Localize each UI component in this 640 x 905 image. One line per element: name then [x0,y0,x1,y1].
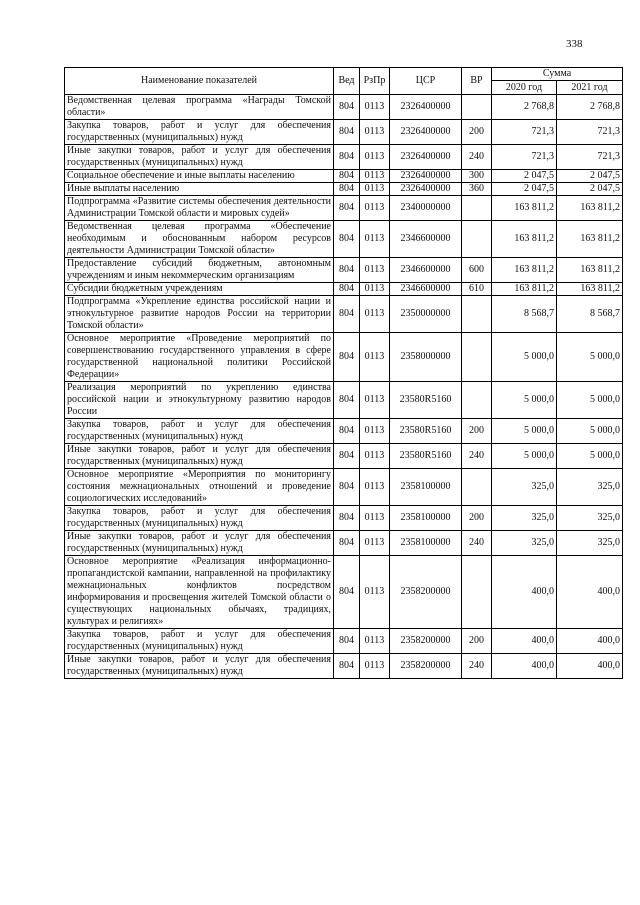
table-row [65,283,623,296]
row-csr: 2358100000 [390,531,462,556]
row-ved: 804 [334,95,360,120]
row-sum-2020: 721,3 [492,120,557,145]
row-vr [462,556,492,629]
row-vr: 610 [462,283,492,296]
row-ved: 804 [334,296,360,333]
row-ved: 804 [334,444,360,469]
table-row [65,196,623,221]
row-csr: 2326400000 [390,145,462,170]
row-name: Ведомственная целевая программа «Награды Томской области» [65,95,334,120]
row-rzpr: 0113 [360,258,390,283]
row-sum-2021: 5 000,0 [557,419,623,444]
row-vr: 600 [462,258,492,283]
row-sum-2021: 721,3 [557,120,623,145]
row-name: Закупка товаров, работ и услуг для обеспечения государственных (муниципальных) нужд [65,120,334,145]
row-name: Основное мероприятие «Мероприятия по мониторингу состояния межнациональных отношений и проведение социологических исследований» [65,469,334,506]
row-sum-2020: 5 000,0 [492,333,557,382]
row-sum-2020: 2 047,5 [492,170,557,183]
row-vr [462,95,492,120]
table-row [65,145,623,170]
table-row [65,95,623,120]
row-sum-2021: 2 047,5 [557,170,623,183]
row-ved: 804 [334,170,360,183]
row-name: Закупка товаров, работ и услуг для обеспечения государственных (муниципальных) нужд [65,419,334,444]
table-row [65,629,623,654]
row-sum-2021: 325,0 [557,506,623,531]
row-name: Иные выплаты населению [65,183,334,196]
table-row [65,419,623,444]
row-rzpr: 0113 [360,183,390,196]
row-rzpr: 0113 [360,120,390,145]
row-rzpr: 0113 [360,419,390,444]
row-rzpr: 0113 [360,283,390,296]
page-number: 338 [566,38,583,50]
row-csr: 2346600000 [390,283,462,296]
row-sum-2020: 5 000,0 [492,382,557,419]
row-csr: 2358200000 [390,654,462,679]
row-rzpr: 0113 [360,654,390,679]
row-sum-2020: 400,0 [492,556,557,629]
row-vr: 360 [462,183,492,196]
row-ved: 804 [334,556,360,629]
header-rzpr: РзПр [360,68,390,95]
row-sum-2020: 325,0 [492,469,557,506]
table-row [65,183,623,196]
row-vr [462,196,492,221]
row-ved: 804 [334,419,360,444]
table-row [65,444,623,469]
row-sum-2021: 721,3 [557,145,623,170]
row-sum-2021: 163 811,2 [557,196,623,221]
row-ved: 804 [334,283,360,296]
row-csr: 2326400000 [390,183,462,196]
row-sum-2020: 325,0 [492,531,557,556]
row-name: Иные закупки товаров, работ и услуг для обеспечения государственных (муниципальных) нужд [65,531,334,556]
row-ved: 804 [334,654,360,679]
row-sum-2020: 163 811,2 [492,258,557,283]
row-csr: 2340000000 [390,196,462,221]
row-sum-2020: 400,0 [492,629,557,654]
table-row [65,469,623,506]
table-row [65,333,623,382]
row-csr: 23580R5160 [390,382,462,419]
row-sum-2020: 8 568,7 [492,296,557,333]
row-ved: 804 [334,183,360,196]
row-rzpr: 0113 [360,531,390,556]
row-vr: 200 [462,120,492,145]
row-vr: 300 [462,170,492,183]
row-ved: 804 [334,382,360,419]
row-sum-2020: 400,0 [492,654,557,679]
row-ved: 804 [334,258,360,283]
row-name: Предоставление субсидий бюджетным, автономным учреждениям и иным некоммерческим организациям [65,258,334,283]
row-ved: 804 [334,333,360,382]
row-ved: 804 [334,629,360,654]
header-csr: ЦСР [390,68,462,95]
table-row [65,654,623,679]
row-vr: 240 [462,145,492,170]
row-name: Подпрограмма «Укрепление единства российской нации и этнокультурное развитие народов России на территории Томской области» [65,296,334,333]
row-vr [462,221,492,258]
header-name: Наименование показателей [65,68,334,95]
row-sum-2021: 163 811,2 [557,283,623,296]
budget-table [64,67,623,679]
row-rzpr: 0113 [360,333,390,382]
row-rzpr: 0113 [360,506,390,531]
row-csr: 2326400000 [390,120,462,145]
row-vr: 240 [462,531,492,556]
row-name: Подпрограмма «Развитие системы обеспечения деятельности Администрации Томской области и мировых судей» [65,196,334,221]
row-ved: 804 [334,469,360,506]
row-rzpr: 0113 [360,145,390,170]
row-rzpr: 0113 [360,221,390,258]
table-row [65,382,623,419]
row-csr: 2346600000 [390,221,462,258]
header-sum: Сумма [492,68,623,81]
row-sum-2020: 325,0 [492,506,557,531]
row-ved: 804 [334,196,360,221]
row-ved: 804 [334,531,360,556]
row-sum-2021: 2 768,8 [557,95,623,120]
row-csr: 2346600000 [390,258,462,283]
row-sum-2021: 163 811,2 [557,221,623,258]
row-vr [462,333,492,382]
row-name: Социальное обеспечение и иные выплаты населению [65,170,334,183]
row-sum-2020: 163 811,2 [492,221,557,258]
row-sum-2021: 325,0 [557,531,623,556]
row-rzpr: 0113 [360,382,390,419]
row-rzpr: 0113 [360,95,390,120]
row-sum-2020: 2 768,8 [492,95,557,120]
row-sum-2021: 5 000,0 [557,444,623,469]
row-rzpr: 0113 [360,444,390,469]
row-csr: 23580R5160 [390,444,462,469]
row-csr: 2350000000 [390,296,462,333]
row-name: Иные закупки товаров, работ и услуг для обеспечения государственных (муниципальных) нужд [65,145,334,170]
row-sum-2021: 8 568,7 [557,296,623,333]
row-rzpr: 0113 [360,196,390,221]
row-name: Закупка товаров, работ и услуг для обеспечения государственных (муниципальных) нужд [65,506,334,531]
table-row [65,531,623,556]
row-sum-2020: 163 811,2 [492,196,557,221]
row-ved: 804 [334,221,360,258]
row-vr: 200 [462,419,492,444]
header-year-2020: 2020 год [492,81,557,95]
row-sum-2021: 400,0 [557,629,623,654]
table-row [65,170,623,183]
row-ved: 804 [334,120,360,145]
row-ved: 804 [334,145,360,170]
row-name: Закупка товаров, работ и услуг для обеспечения государственных (муниципальных) нужд [65,629,334,654]
row-name: Основное мероприятие «Реализация информационно-пропагандистской кампании, направленной на профилактику межнациональных конфликтов посредством информирования и просвещения жителей Томской области о существующих национальных обычаях, традициях, культурах и религиях» [65,556,334,629]
header-year-2021: 2021 год [557,81,623,95]
row-name: Иные закупки товаров, работ и услуг для обеспечения государственных (муниципальных) нужд [65,654,334,679]
row-rzpr: 0113 [360,556,390,629]
row-name: Основное мероприятие «Проведение мероприятий по совершенствованию государственного управления в сфере государственной национальной политики Российской Федерации» [65,333,334,382]
table-row [65,506,623,531]
header-vr: ВР [462,68,492,95]
row-rzpr: 0113 [360,469,390,506]
row-rzpr: 0113 [360,170,390,183]
row-csr: 23580R5160 [390,419,462,444]
row-sum-2021: 325,0 [557,469,623,506]
row-sum-2021: 400,0 [557,556,623,629]
row-vr: 240 [462,654,492,679]
table-row [65,221,623,258]
row-sum-2020: 721,3 [492,145,557,170]
row-csr: 2358100000 [390,506,462,531]
row-name: Субсидии бюджетным учреждениям [65,283,334,296]
row-vr [462,296,492,333]
table-row [65,120,623,145]
row-csr: 2358200000 [390,556,462,629]
table-body [65,95,623,679]
row-csr: 2326400000 [390,95,462,120]
row-vr [462,469,492,506]
row-name: Иные закупки товаров, работ и услуг для обеспечения государственных (муниципальных) нужд [65,444,334,469]
row-rzpr: 0113 [360,629,390,654]
row-csr: 2358000000 [390,333,462,382]
row-vr: 240 [462,444,492,469]
row-vr: 200 [462,629,492,654]
table-row [65,258,623,283]
row-sum-2020: 5 000,0 [492,444,557,469]
row-sum-2021: 5 000,0 [557,333,623,382]
row-csr: 2358200000 [390,629,462,654]
row-csr: 2326400000 [390,170,462,183]
row-sum-2020: 163 811,2 [492,283,557,296]
row-sum-2021: 163 811,2 [557,258,623,283]
row-rzpr: 0113 [360,296,390,333]
row-sum-2021: 2 047,5 [557,183,623,196]
row-sum-2020: 5 000,0 [492,419,557,444]
table-row [65,556,623,629]
table-row [65,296,623,333]
row-name: Реализация мероприятий по укреплению единства российской нации и этнокультурному развитию народов России [65,382,334,419]
row-csr: 2358100000 [390,469,462,506]
row-vr [462,382,492,419]
header-ved: Вед [334,68,360,95]
row-sum-2020: 2 047,5 [492,183,557,196]
row-ved: 804 [334,506,360,531]
row-sum-2021: 5 000,0 [557,382,623,419]
row-sum-2021: 400,0 [557,654,623,679]
table-header [65,68,623,95]
row-vr: 200 [462,506,492,531]
row-name: Ведомственная целевая программа «Обеспечение необходимым и обоснованным набором ресурсов деятельности Администрации Томской области» [65,221,334,258]
